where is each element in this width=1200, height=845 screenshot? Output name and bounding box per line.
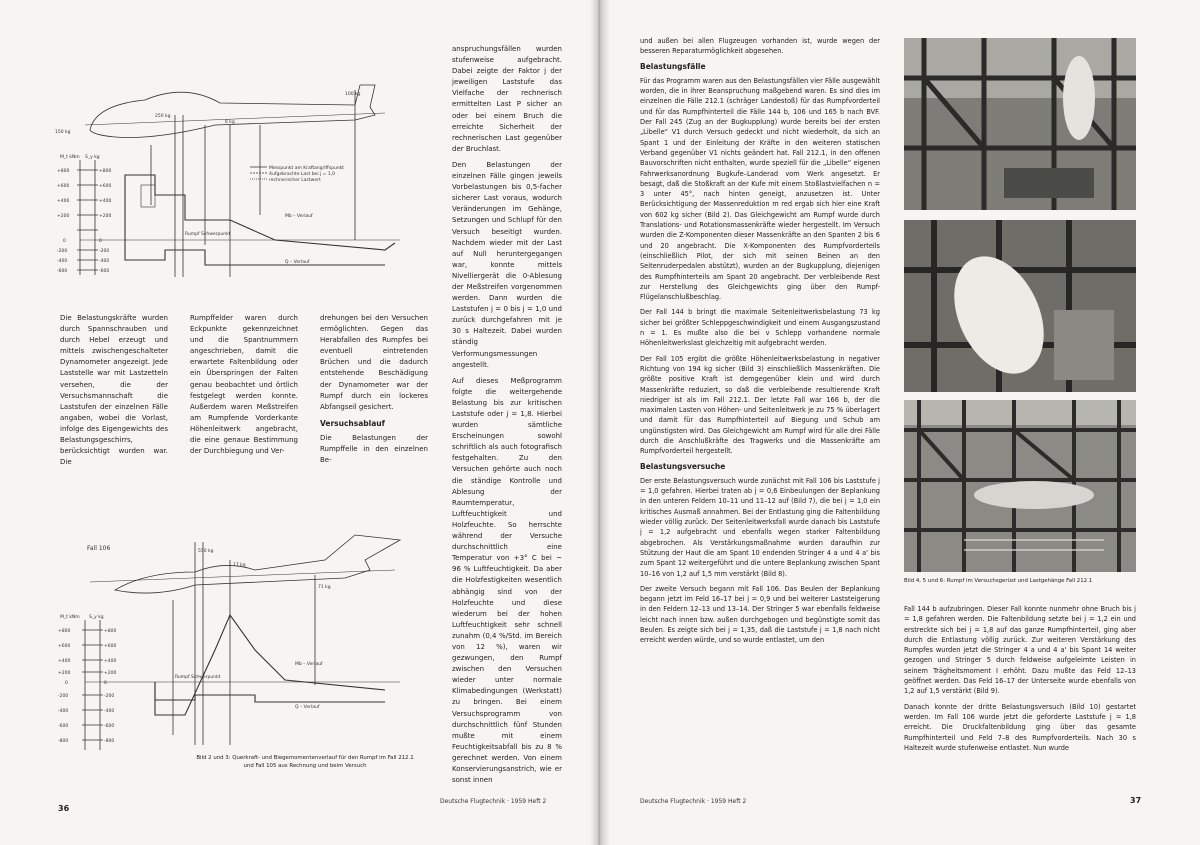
fig1-legend-3: rechnerischer Lastwert bbox=[269, 178, 321, 183]
fig2-tick-r-3: +200 bbox=[104, 671, 117, 676]
fig1-curve-q: Q – Verlauf bbox=[285, 260, 310, 265]
right-colB-para-1: Danach konnte der dritte Belastungsversuch (Bild 10) gestartet werden. Im Fall 106 wurde jetzt die geforderte Laststufe j = 1,8 erreicht. Die Druckfaltenbildung ging über das gesamte Rumpfhinterteil und Feld 7–8 des Rumpfvorderteils. Nach 30 s Haltezeit wurde stufenweise entlastet. Nun wurde bbox=[904, 702, 1136, 752]
fig2-title: Fall 106 bbox=[87, 545, 111, 552]
fig1-axis-left: M_t kNm bbox=[60, 155, 80, 160]
fig2-load-a: 550 kg bbox=[198, 549, 214, 554]
photo-bild-6 bbox=[904, 400, 1136, 572]
fig1-tick-r-3: +200 bbox=[99, 214, 112, 219]
fig2-tick-r-5: -200 bbox=[104, 694, 115, 699]
fig2-load-b: 17 kg bbox=[233, 563, 246, 568]
left-column-3 bbox=[320, 313, 428, 471]
fig1-tick-r-1: +600 bbox=[99, 184, 112, 189]
fig2-tick-r-8: -800 bbox=[104, 739, 115, 744]
fig1-load-fin: 6 kg bbox=[225, 120, 235, 125]
right-colA-para-1: Für das Programm waren aus den Belastungsfällen vier Fälle ausgewählt worden, die in ihrer Beanspruchung maßgebend waren. Es sind dies im einzelnen die Fälle 212.1 (schräger Landestoß) für das Rumpfvorderteil und für das Rumpfhinterteil die Fälle 144 b, 106 und 165 b nach BVF. Der Fall 245 (Zug an der Bugkupplung) wurde bereits bei der ersten „Libelle“ V1 durch Versuch gedeckt und nicht wiederholt, da sich an Spant 1 und der Einleitung der Kräfte in den weiteren statischen Verband gegenüber V1 nichts geändert hat. Fall 212.1, in den offenen Bauvorschriften nicht enthalten, wurde speziell für die „Libelle“ eigenen Fahrwerksanordnung Bugkufe–Landerad vom Werk angesetzt. Er besagt, daß die Stoßkraft an der Kufe mit einem Stoßlastvielfachen n = 3 unter 45°, nach hinten geneigt, anzusetzen ist. Unter Berücksichtigung der Massenreduktion m red ergab sich hier eine Kraft von 602 kg sicher (Bild 2). Das Gleichgewicht am Rumpf wurde durch Translations- und Rotationsmassenkräfte wieder hergestellt. Im Versuch wurden die Z-Komponenten dieser Massenkräfte an den Spanten 2 bis 6 und 20 angebracht. Die X-Komponenten des Rumpfvorderteils (einschließlich Pilot, der sich mit seinen Beinen an den Seitenruderpedalen abstützt), wurden an der Bugkupplung, diejenigen des Rumpfhinterteils am Spant 20 angebracht. Der verbleibende Rest zur Herstellung des Gleichgewichts ging über den Rumpf-Flügelanschlußbeschlag. bbox=[640, 76, 880, 302]
fig1-tick-l-7: -600 bbox=[57, 269, 68, 274]
fig2-tick-l-8: -800 bbox=[58, 739, 69, 744]
fig2-tick-r-2: +400 bbox=[104, 659, 117, 664]
left-col4-para-2: Auf dieses Meßprogramm folgte die weitergehende Belastung bis zur kritischen Laststufe oder j = 1,8. Hierbei wurden sämtliche Erscheinungen sowohl schriftlich als auch fotografisch festgehalten. Zu den Versuchen gehörte auch noch die ständige Kontrolle und Ablesung der Raumtemperatur, Luftfeuchtigkeit und Holzfeuchte. So herrschte während der Versuche durchschnittlich eine Temperatur von +3° C bei ~ 96 % Luftfeuchtigkeit. Da aber die Holzfestigkeiten wesentlich abhängig sind von der Holzfeuchte und diese wiederum bei der hohen Luftfeuchtigkeit sehr schnell zunahm (0,4 %/Std. im Bereich von 12 %), waren wir gezwungen, den Rumpf zwischen den Versuchen wieder unter normale Klimabedingungen (Werkstatt) zu bringen. Bei einem Versuchsprogramm von durchschnittlich fünf Stunden mußte mit einem Feuchtigkeitsabfall bis zu 8 % gerechnet werden. Von einem Konservierungsanstrich, wie er sonst innen bbox=[452, 376, 562, 785]
right-colA-para-3: Der Fall 105 ergibt die größte Höhenleitwerksbelastung in negativer Richtung von 194 kg sicher (Bild 3) einschließlich Massenkräften. Die größte positive Kraft ist demgegenüber klein und wird durch Massenkräfte reduziert, so daß die verbleibende resultierende Kraft niedriger ist als im Fall 212.1. Der letzte Fall war 166 b, der die maximalen Lasten von Höhen- und Seitenleitwerk je zu 75 % überlagert und damit für das Rumpfhinterteil auf Biegung und Schub am ungünstigsten wird. Das Gleichgewicht am Rumpf wird für alle drei Fälle durch die Anschlußkräfte des Tragwerks und die Massenkräfte am Rumpfvorderteil hergestellt. bbox=[640, 354, 880, 456]
left-column-2 bbox=[190, 313, 298, 462]
fig1-station: Rumpf Schwerpunkt bbox=[185, 232, 231, 237]
fig2-curve-q: Q – Verlauf bbox=[295, 705, 320, 710]
fig2-tick-r-4: 0 bbox=[104, 681, 107, 686]
fig1-tick-l-5: -200 bbox=[57, 249, 68, 254]
fig2-axis-right: S_y kg bbox=[89, 615, 104, 620]
fig2-tick-l-3: +200 bbox=[58, 671, 71, 676]
fig2-tick-l-6: -400 bbox=[58, 709, 69, 714]
fig2-tick-r-0: +800 bbox=[104, 629, 117, 634]
fig2-tick-l-1: +600 bbox=[58, 644, 71, 649]
left-col2-para-0: Rumpffelder waren durch Eckpunkte gekennzeichnet und die Spantnummern angeschrieben, damit die erwartete Faltenbildung oder ein Überspringen der Falten genau beobachtet und örtlich festgelegt werden konnte. Außerdem waren Meßstreifen am Rumpfende Vorderkante Höhenleitwerk angebracht, die eine genaue Bestimmung der Durchbiegung und Ver- bbox=[190, 314, 298, 456]
heading-belastungsversuche: Belastungsversuche bbox=[640, 461, 726, 471]
page-number-left: 36 bbox=[58, 804, 70, 813]
photo-5-art bbox=[904, 220, 1136, 392]
fig1-tick-r-6: -400 bbox=[99, 259, 110, 264]
right-colA-para-4: Der erste Belastungsversuch wurde zunächst mit Fall 106 bis Laststufe j = 1,0 gefahren. Hierbei traten ab j = 0,6 Einbeulungen der Beplankung in den unteren Feldern 10–11 und 11–12 auf (Bild 7), die bei j = 1,0 ein kritisches Ausmaß annahmen. Bei der Entlastung ging die Faltenbildung wieder völlig zurück. Der Seitenleitwerksfall wurde danach bis Laststufe j = 1,2 aufgebracht und ebenfalls wegen starker Faltenbildung abgebrochen. Als Verstärkungsmaßnahme wurden daraufhin zur Stützung der Haut die am Spant 10 endenden Stringer 4 a und 4 a' bis zum Spant 12 weitergeführt und die untere Beplankung zwischen Spant 10–16 von 1,2 auf 1,5 mm verstärkt (Bild 8). bbox=[640, 476, 880, 578]
fig1-tick-r-4: 0 bbox=[99, 239, 102, 244]
fig2-tick-l-4: 0 bbox=[65, 681, 68, 686]
fig1-tick-l-6: -400 bbox=[57, 259, 68, 264]
footer-left: Deutsche Flugtechnik · 1959 Heft 2 bbox=[440, 798, 547, 805]
right-column-b bbox=[904, 604, 1136, 758]
left-page bbox=[0, 0, 598, 845]
figure-2-svg bbox=[55, 530, 410, 755]
left-col1-para-0: Die Belastungskräfte wurden durch Spannschrauben und durch Hebel erzeugt und mittels zwischengeschalteter Dynamometer angezeigt. Jede Laststelle war mit Lastzetteln versehen, die der Versuchsmannschaft die Laststufen der einzelnen Fälle angaben, wobei die Vorlast, infolge des Eigengewichts des Belastungsgeschirrs, berücksichtigt wurden war. Die bbox=[60, 314, 168, 467]
photo-4-art bbox=[904, 38, 1136, 210]
fig2-tick-l-0: +800 bbox=[58, 629, 71, 634]
fig1-load-nose: 100 kg bbox=[345, 92, 361, 97]
photo-6-art bbox=[904, 400, 1136, 572]
fig1-tick-l-2: +400 bbox=[57, 199, 70, 204]
fig2-tick-r-7: -600 bbox=[104, 724, 115, 729]
fig2-tick-r-1: +600 bbox=[104, 644, 117, 649]
left-column-1 bbox=[60, 313, 168, 473]
fig1-load-tail: 150 kg bbox=[55, 130, 71, 135]
fig1-tick-l-1: +600 bbox=[57, 184, 70, 189]
photo-bild-5 bbox=[904, 220, 1136, 392]
fig2-axis-left: M_t kNm bbox=[60, 615, 80, 620]
left-column-4 bbox=[452, 44, 562, 791]
footer-right: Deutsche Flugtechnik · 1959 Heft 2 bbox=[640, 798, 747, 805]
fig2-tick-l-7: -600 bbox=[58, 724, 69, 729]
fig2-tick-r-6: -400 bbox=[104, 709, 115, 714]
right-column-a bbox=[640, 36, 880, 651]
fig1-tick-l-0: +800 bbox=[57, 169, 70, 174]
heading-versuchsablauf: Versuchsablauf bbox=[320, 418, 385, 428]
figure-2-caption: Bild 2 und 3: Querkraft- und Biegemomentenverlauf für den Rumpf im Fall 212.1 und Fall 105 aus Rechnung und beim Versuch bbox=[196, 755, 414, 769]
fig1-axis-right: S_y kg bbox=[85, 155, 100, 160]
fig2-curve-mb: Mb – Verlauf bbox=[295, 662, 323, 667]
book-gutter bbox=[590, 0, 610, 845]
photo-caption: Bild 4, 5 und 6: Rumpf im Versuchsgerüst und Lastgehänge Fall 212.1 bbox=[904, 578, 1093, 584]
figure-2-load-diagram bbox=[55, 530, 410, 755]
fig1-tick-r-2: +400 bbox=[99, 199, 112, 204]
figure-1-load-diagram bbox=[55, 45, 410, 285]
right-colA-para-0: und außen bei allen Flugzeugen vorhanden ist, wurde wegen der besseren Reparaturmöglichkeit abgesehen. bbox=[640, 37, 880, 56]
fig2-station: Rumpf Schwerpunkt bbox=[175, 675, 221, 680]
fig2-load-c: 71 kg bbox=[318, 585, 331, 590]
fig1-tick-l-3: +200 bbox=[57, 214, 70, 219]
right-page bbox=[600, 0, 1200, 845]
fig1-load-wing: 250 kg bbox=[155, 114, 171, 119]
fig2-tick-l-5: -200 bbox=[58, 694, 69, 699]
photo-bild-4 bbox=[904, 38, 1136, 210]
left-col4-para-1: Den Belastungen der einzelnen Fälle gingen jeweils Vorbelastungen bis 0,5-facher sicherer Last voraus, wodurch Veränderungen im Gehänge, Setzungen und Schlupf für den Versuch beseitigt wurden. Nachdem wieder mit der Last auf Null heruntergegangen war, konnte mittels Nivelliergerät die 0-Ablesung der Meßstreifen vorgenommen werden. Dann wurden die Laststufen j = 0 bis j = 1,0 und zurück durchgefahren mit je 30 s Haltezeit. Dabei wurden ständig Verformungsmessungen angestellt. bbox=[452, 160, 562, 369]
fig1-tick-l-4: 0 bbox=[63, 239, 66, 244]
fig2-tick-l-2: +400 bbox=[58, 659, 71, 664]
right-colB-para-0: Fall 144 b aufzubringen. Dieser Fall konnte nunmehr ohne Bruch bis j = 1,8 gefahren werden. Die Faltenbildung setzte bei j = 1,2 ein und erstreckte sich bei j = 1,8 auf das ganze Rumpfhinterteil, ging aber durch die Entlastung völlig zurück. Zur weiteren Verstärkung des Rumpfes wurden jetzt die Stringer 4 a und 4 a' bis Spant 14 weiter gezogen und Stringer 5 durch feldweise aufgeleimte Leisten in seinem Trägheitsmoment I erhöht. Dazu mußte das Feld 12–13 geöffnet werden. Das Feld 16–17 der Unterseite wurde ebenfalls von 1,2 auf 1,5 verstärkt (Bild 9). bbox=[904, 605, 1136, 696]
fig1-legend-2: Aufgebrachte Last bei j = 1,0 bbox=[269, 172, 336, 177]
left-col3-para-0: drehungen bei den Versuchen ermöglichten. Gegen das Herabfallen des Rumpfes bei eventuell eintretenden Brüchen und die dadurch entstehende Beschädigung der Dynamometer war der Rumpf durch ein lockeres Abfangseil gesichert. bbox=[320, 314, 428, 411]
page-number-right: 37 bbox=[1130, 796, 1142, 805]
right-colA-para-5: Der zweite Versuch begann mit Fall 106. Das Beulen der Beplankung begann jetzt im Feld 16–17 bei j = 0,9 und bei weiterer Laststeigerung in den Feldern 12–13 und 13–14. Der Stringer 5 war ebenfalls feldweise leicht nach innen bzw. außen durchgebogen und begünstigte somit das Beulen. Es zeigte sich bei j = 1,35, daß die Laststufe j = 1,8 nach nicht erreicht werden würde, und so wurde entlastet, um den bbox=[640, 584, 880, 645]
figure-1-svg bbox=[55, 45, 410, 285]
fig1-curve-mb: Mb – Verlauf bbox=[285, 214, 313, 219]
left-col3-para-1: Die Belastungen der Rumpffelle in den einzelnen Be- bbox=[320, 433, 428, 465]
left-col4-para-0: anspruchungsfällen wurden stufenweise aufgebracht. Dabei zeigte der Faktor j der jeweiligen Laststufe das Vielfache der rechnerisch ermittelten Last P sicher an oder bei einem Bruch die erreichte Sicherheit der rechnerischen Last gegenüber der Bruchlast. bbox=[452, 45, 562, 153]
right-colA-para-2: Der Fall 144 b bringt die maximale Seitenleitwerksbelastung 73 kg sicher bei größter Schleppgeschwindigkeit und einem Ausgangszustand n = 1. Es mußte also die bei v Schlepp vorhandene normale Höhenleitwerkslast gleichzeitig mit aufgebracht werden. bbox=[640, 308, 880, 348]
heading-belastungsfaelle: Belastungsfälle bbox=[640, 61, 706, 71]
fig1-legend-1: Messpunkt am Kraftangriffspunkt bbox=[269, 166, 345, 171]
fig1-tick-r-5: -200 bbox=[99, 249, 110, 254]
fig1-tick-r-0: +800 bbox=[99, 169, 112, 174]
fig1-tick-r-7: -600 bbox=[99, 269, 110, 274]
